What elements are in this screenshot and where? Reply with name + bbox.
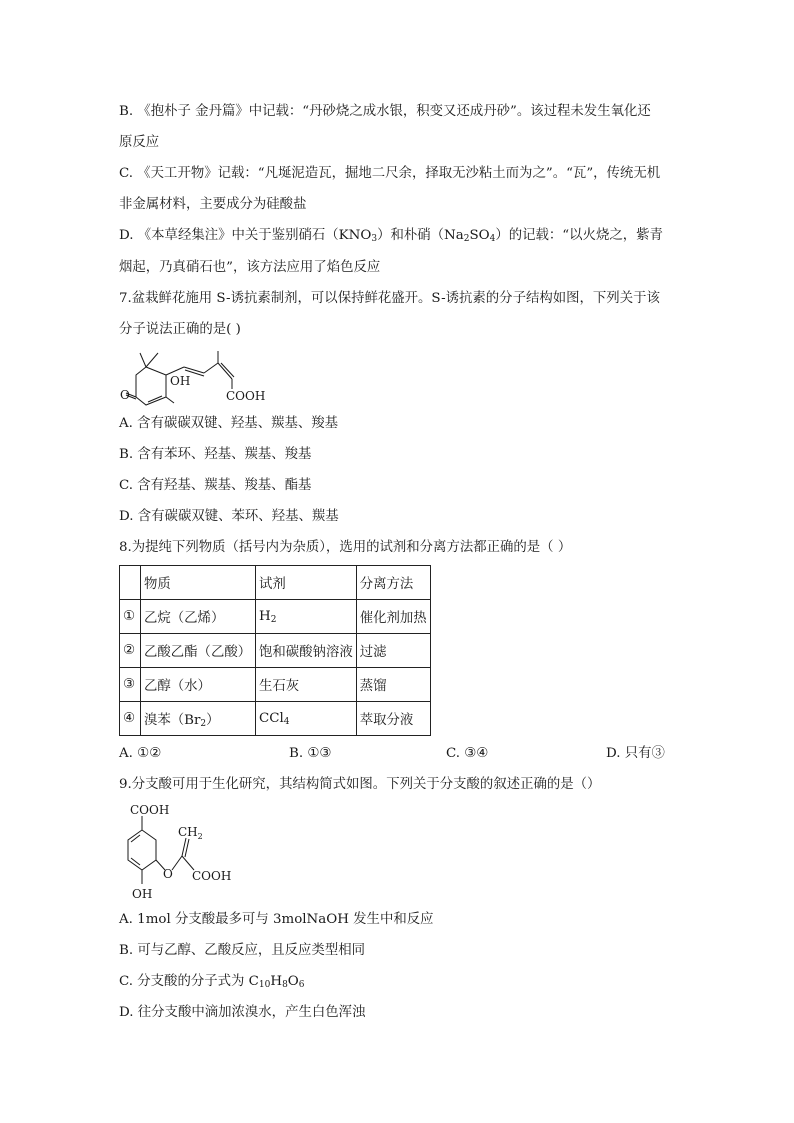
q8-option-d[interactable]: D. 只有③: [606, 746, 665, 761]
q9-mol-label-ch2: $CH_2$: [178, 825, 203, 841]
q9-mol-label-cooh-top: COOH: [130, 803, 170, 817]
table-cell: 饱和碳酸钠溶液: [256, 634, 357, 668]
table-cell: 过滤: [356, 634, 430, 668]
q7-mol-label-cooh: COOH: [226, 389, 266, 403]
q8-option-b[interactable]: B. ①③: [289, 746, 332, 761]
table-row: [120, 702, 431, 736]
q6-option-c-line1: C. 《天工开物》记载：“凡埏泥造瓦，掘地二尺余，择取无沙粘土而为之”。“瓦”，传统无机: [119, 166, 661, 181]
q9-option-c[interactable]: C. 分支酸的分子式为 $C_{10}H_8O_6$: [119, 974, 305, 990]
table-header-cell: 物质: [141, 566, 256, 600]
table-header-cell: [120, 566, 141, 600]
q9-option-d[interactable]: D. 往分支酸中滴加浓溴水，产生白色浑浊: [119, 1005, 366, 1020]
table-cell: CCl$_4$: [256, 702, 357, 736]
table-cell: 催化剂加热: [356, 600, 430, 634]
q8-option-a[interactable]: A. ①②: [119, 746, 162, 761]
table-header-cell: 分离方法: [356, 566, 430, 600]
q6-option-d-line1: D. 《本草经集注》中关于鉴别硝石$(KNO_3)$和朴硝$(Na_2SO_4)$的记载：“以火烧之，紫青: [119, 228, 663, 244]
table-header-cell: 试剂: [256, 566, 357, 600]
q7-mol-label-oh: OH: [170, 374, 191, 388]
q9-stem: 9.分支酸可用于生化研究，其结构简式如图。下列关于分支酸的叙述正确的是（）: [119, 777, 601, 792]
table-cell: ④: [120, 702, 141, 736]
q7-option-d[interactable]: D. 含有碳碳双键、苯环、羟基、羰基: [119, 509, 339, 524]
q8-table: [119, 565, 431, 736]
table-cell: 萃取分液: [356, 702, 430, 736]
table-cell: 乙烷（乙烯）: [141, 600, 256, 634]
q9-option-b[interactable]: B. 可与乙醇、乙酸反应，且反应类型相同: [119, 943, 365, 958]
q6-option-c-line2: 非金属材料，主要成分为硅酸盐: [119, 197, 307, 212]
q7-stem-line2: 分子说法正确的是( ): [119, 322, 241, 337]
q6-option-d-line2: 烟起，乃真硝石也”，该方法应用了焰色反应: [119, 260, 381, 275]
q9-mol-label-cooh: COOH: [192, 869, 232, 883]
table-cell: $H_2$: [256, 600, 357, 634]
q9-mol-label-oh: OH: [132, 887, 153, 901]
table-cell: ③: [120, 668, 141, 702]
table-row: [120, 668, 431, 702]
table-cell: 蒸馏: [356, 668, 430, 702]
table-row: [120, 600, 431, 634]
table-row: [120, 634, 431, 668]
q7-molecule-structure: [118, 345, 288, 407]
q6-option-b-line1: B. 《抱朴子 金丹篇》中记载：“丹砂烧之成水银，积变又还成丹砂”。该过程未发生氧化还: [119, 104, 651, 119]
q8-stem: 8.为提纯下列物质（括号内为杂质），选用的试剂和分离方法都正确的是（ ）: [119, 540, 572, 555]
q7-option-a[interactable]: A. 含有碳碳双键、羟基、羰基、羧基: [119, 416, 339, 431]
q8-option-c[interactable]: C. ③④: [446, 746, 489, 761]
q7-mol-label-o: O: [120, 388, 130, 402]
table-cell: ①: [120, 600, 141, 634]
table-cell: 溴苯$(Br_2)$: [141, 702, 256, 736]
table-cell: 乙醇（水）: [141, 668, 256, 702]
q7-option-c[interactable]: C. 含有羟基、羰基、羧基、酯基: [119, 478, 312, 493]
table-cell: 乙酸乙酯（乙酸）: [141, 634, 256, 668]
q9-molecule-structure: [118, 800, 248, 904]
q9-option-a[interactable]: A. 1mol 分支酸最多可与 3molNaOH 发生中和反应: [119, 912, 434, 927]
table-cell: ②: [120, 634, 141, 668]
table-cell: 生石灰: [256, 668, 357, 702]
q6-option-b-line2: 原反应: [119, 135, 160, 150]
q7-option-b[interactable]: B. 含有苯环、羟基、羰基、羧基: [119, 447, 312, 462]
q7-stem-line1: 7.盆栽鲜花施用 S-诱抗素制剂，可以保持鲜花盛开。S-诱抗素的分子结构如图，下列关于该: [119, 291, 660, 306]
table-header-row: [120, 566, 431, 600]
q9-mol-label-o: O: [163, 867, 173, 881]
